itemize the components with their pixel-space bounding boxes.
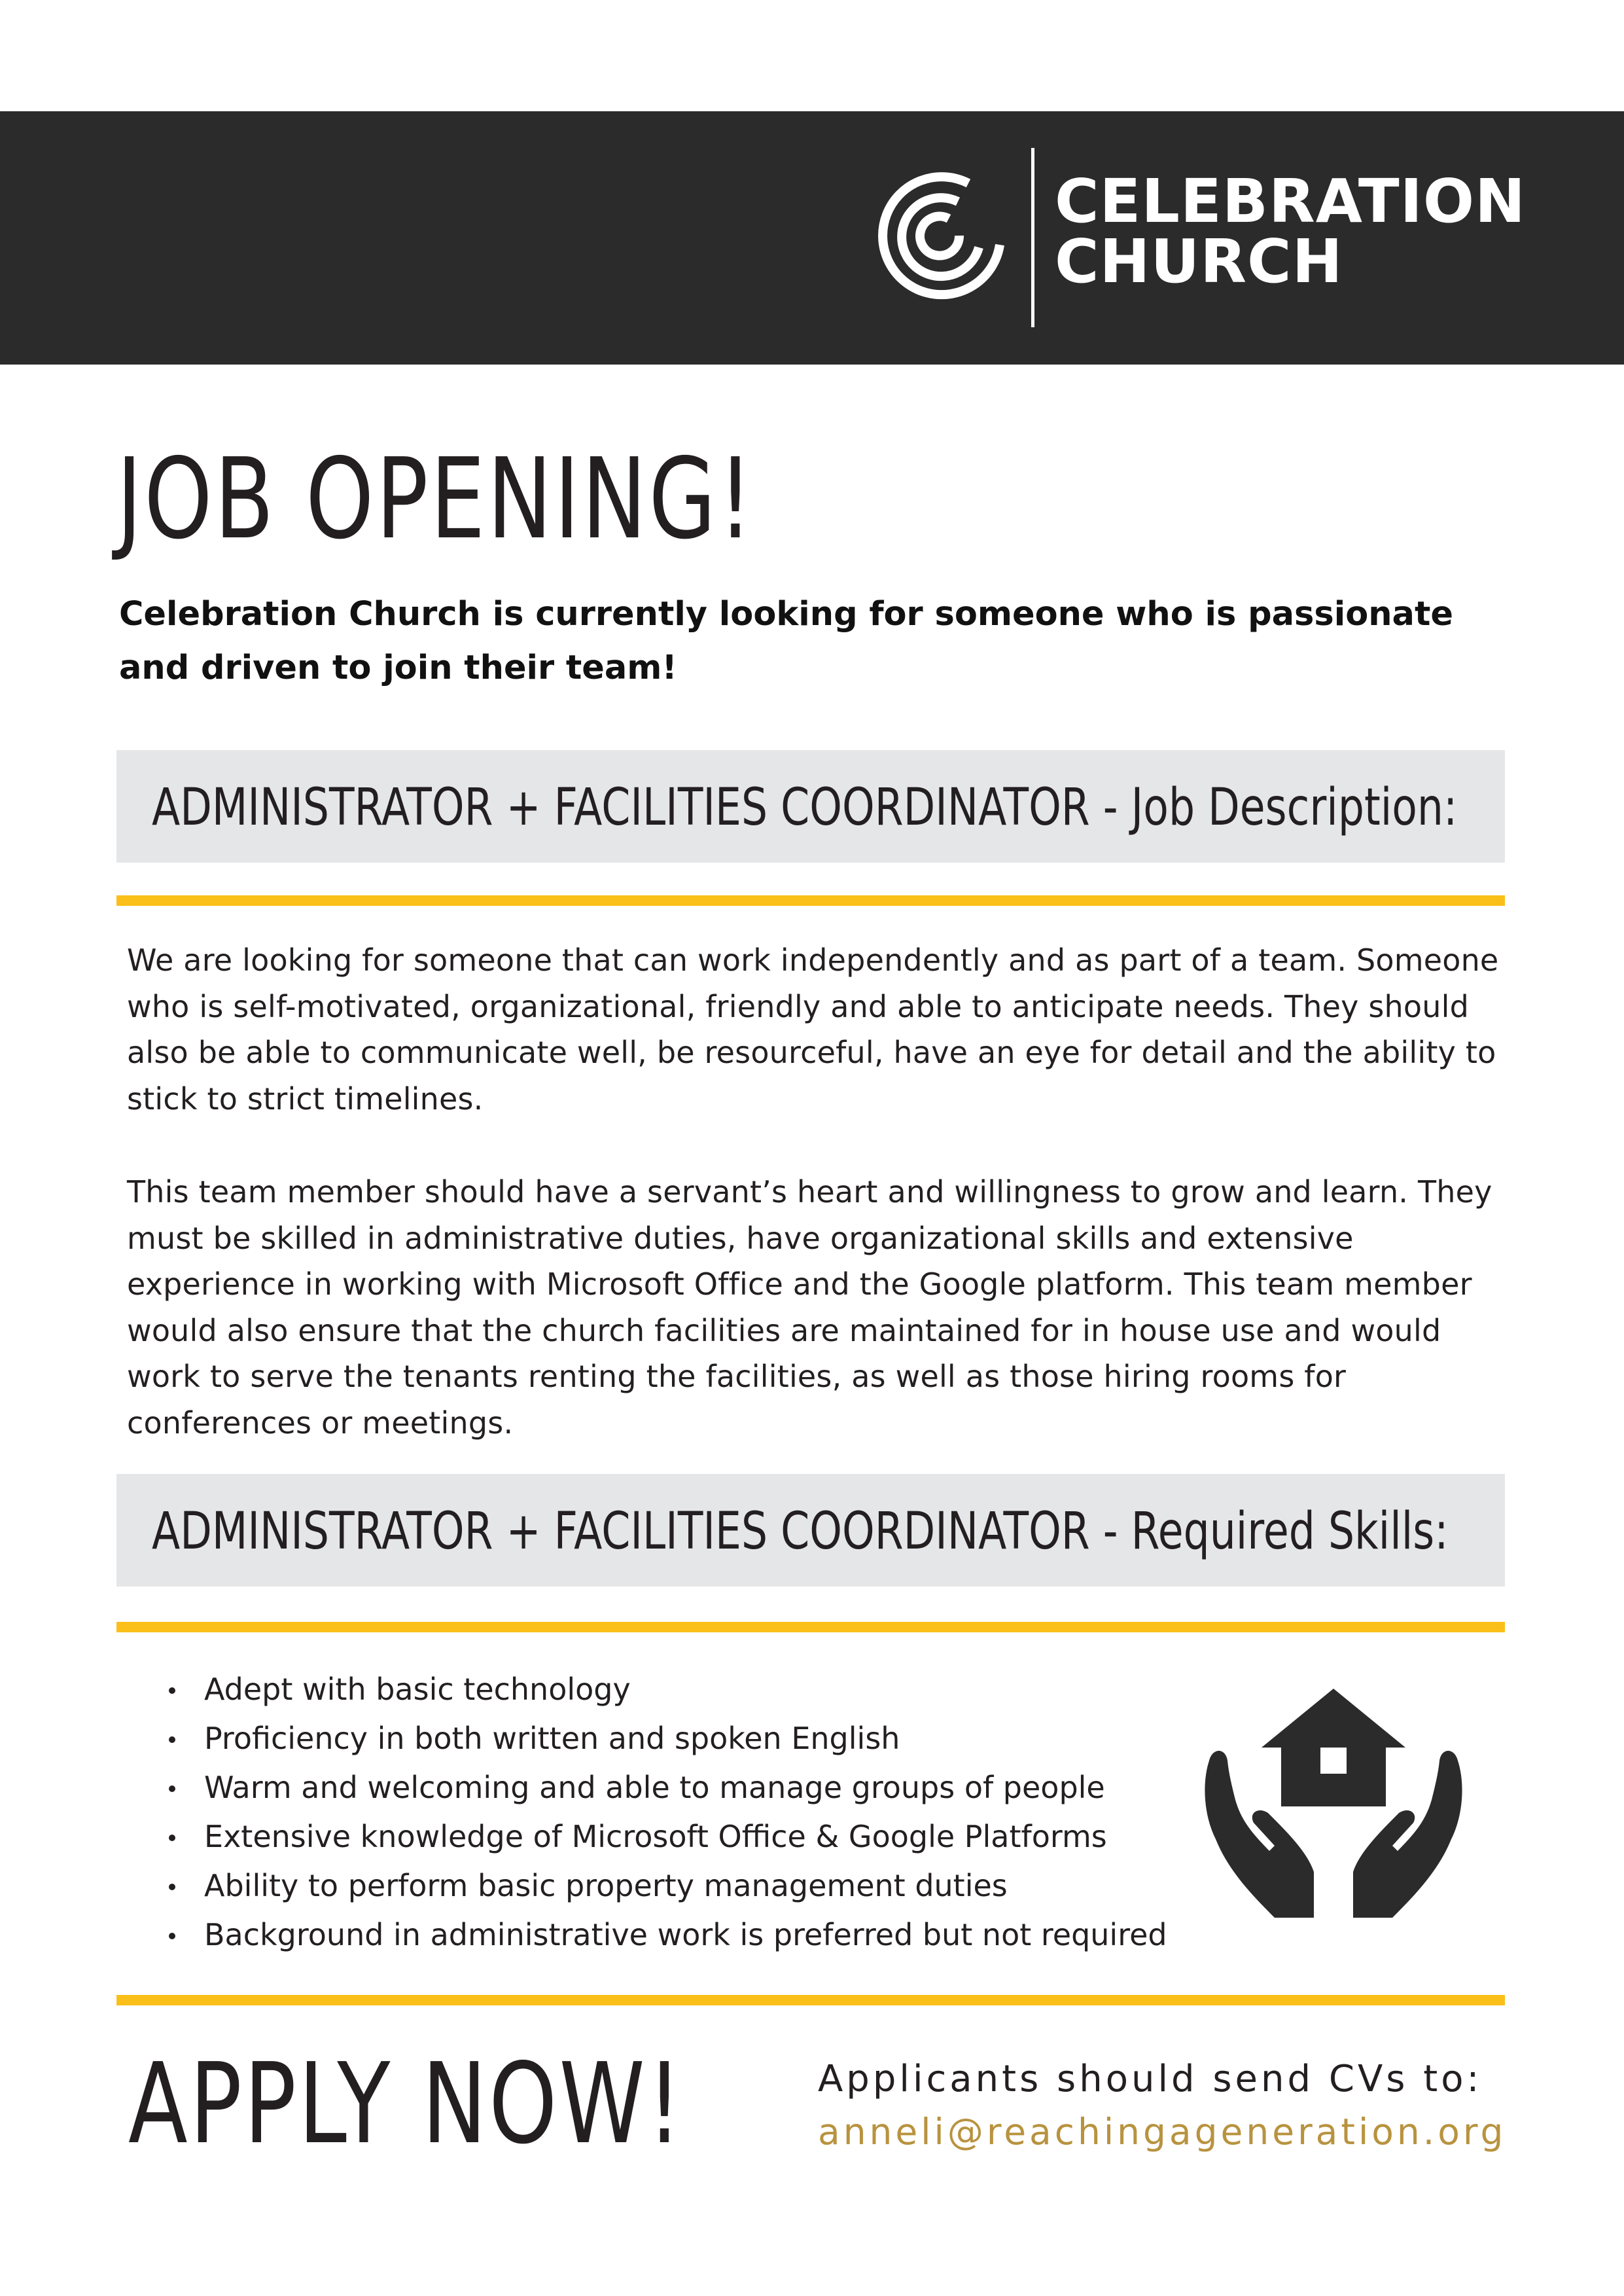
apply-now-heading: APPLY NOW! xyxy=(128,2039,684,2169)
hands-holding-house-icon xyxy=(1196,1682,1471,1944)
celebration-church-logo-icon xyxy=(869,164,1013,308)
skills-heading: ADMINISTRATOR + FACILITIES COORDINATOR - Required Skills: xyxy=(152,1502,1449,1561)
bullet-icon xyxy=(169,1736,175,1743)
list-item: Adept with basic technology xyxy=(164,1665,1167,1714)
list-item: Proficiency in both written and spoken English xyxy=(164,1714,1167,1763)
description-heading-bar xyxy=(116,750,1505,863)
contact-email-link[interactable]: anneli@reachingageneration.org xyxy=(818,2111,1507,2153)
bullet-icon xyxy=(169,1884,175,1890)
logo-divider xyxy=(1031,148,1034,327)
accent-rule xyxy=(116,1995,1505,2005)
list-item: Ability to perform basic property management duties xyxy=(164,1861,1167,1910)
page-title: JOB OPENING! xyxy=(116,435,755,564)
brand-line-1: CELEBRATION xyxy=(1055,166,1527,236)
skills-list xyxy=(164,1665,1167,1960)
list-item: Extensive knowledge of Microsoft Office & Google Platforms xyxy=(164,1812,1167,1861)
contact-label: Applicants should send CVs to: xyxy=(818,2058,1483,2100)
bullet-icon xyxy=(169,1933,175,1939)
list-item: Warm and welcoming and able to manage groups of people xyxy=(164,1763,1167,1812)
brand-name xyxy=(1055,166,1527,296)
accent-rule xyxy=(116,895,1505,906)
intro-text: Celebration Church is currently looking for someone who is passionate and driven to join their team! xyxy=(119,595,1453,687)
accent-rule xyxy=(116,1622,1505,1632)
list-item: Background in administrative work is preferred but not required xyxy=(164,1910,1167,1960)
bullet-icon xyxy=(169,1687,175,1694)
skills-heading-bar xyxy=(116,1474,1505,1587)
bullet-icon xyxy=(169,1785,175,1792)
brand-line-2: CHURCH xyxy=(1055,226,1343,296)
description-paragraph-1: We are looking for someone that can work independently and as part of a team. Someone who is self-motivated, organizational, friendly and able to anticipate needs. They should also be able to communicate well, be resourceful, have an eye for detail and the ability to stick to strict timelines. xyxy=(127,942,1499,1117)
bullet-icon xyxy=(169,1835,175,1841)
description-heading: ADMINISTRATOR + FACILITIES COORDINATOR - Job Description: xyxy=(152,778,1458,837)
description-paragraph-2: This team member should have a servant’s heart and willingness to grow and learn. They must be skilled in administrative duties, have organizational skills and extensive experience in working with Microsoft Office and the Google platform. This team member would also ensure that the church facilities are maintained for in house use and would work to serve the tenants renting the facilities, as well as those hiring rooms for conferences or meetings. xyxy=(127,1174,1492,1441)
